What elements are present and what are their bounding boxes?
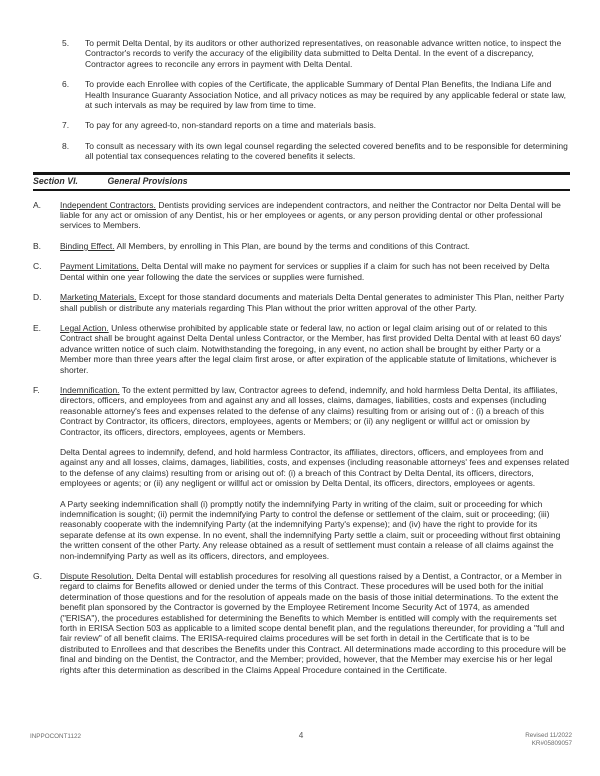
item-heading: Dispute Resolution. (60, 571, 134, 582)
item-number: 7. (62, 120, 70, 131)
section-title: General Provisions (107, 176, 188, 187)
item-heading: Binding Effect. (60, 240, 115, 251)
item-heading: Marketing Materials. (60, 292, 137, 303)
item-text: To permit Delta Dental, by its auditors or other authorized representatives, on reasonable advance written notice, to inspect the Contractor's records to verify the accuracy of the eligibility data submitted to Delta Dental. In the event of a discrepancy, Contractor agrees to reconcile any errors in payment with Delta Dental. (85, 38, 562, 69)
item-heading: Legal Action. (60, 322, 109, 333)
item-paragraph: Delta Dental agrees to indemnify, defend, and hold harmless Contractor, its affiliates, directors, officers, and employees from and against any and all losses, claims, damages, liabilities, costs, and expenses (including reasonable attorneys' fees and expenses related to the defense of any claims) resulting from or arising out of: (i) a breach of this Contract by Delta Dental, its officers, directors, employees or agents; or (ii) any negligent or willful act or omission by Delta Dental, its officers, directors, employees or agents. (60, 446, 570, 489)
revision-note: Revised 11/2022 (525, 732, 572, 739)
item-text: Delta Dental will establish procedures for resolving all questions raised by a Dentist, a Contractor, or a Member in regard to claims for Benefits allowed or denied under the terms of this Contract. These procedures will be used both for the initial determination of those questions and for the resolution of appeals made on the basis of those initial determinations. To the extent the benefit plan sponsored by the Contractor is governed by the Employee Retirement Income Security Act of 1974, as amended ("ERISA"), the procedures established for determining the Benefits to which Member is entitled will comply with the requirements set forth in ERISA Section 503 as applicable to a limited scope dental benefit plan, and the regulations thereunder, for providing a "full and fair review" of all benefit claims. The ERISA-required claims procedures will be set forth in detail in the Certificate that is to be distributed to Enrollees and that describes the Benefits under this Contract. All determinations made according to this procedure will be final and binding on the Dentist, the Contractor, and the Member; provided, however, that the Member may exercise his or her legal rights after this determination as described in the Claims Appeal Procedure contained in the Certificate. (60, 571, 567, 675)
document-code: INPPOCONT1122 (30, 733, 81, 740)
numbered-item-6 (62, 79, 570, 110)
item-letter: C. (33, 261, 42, 272)
numbered-list (62, 38, 570, 162)
page-number: 4 (298, 731, 304, 740)
lettered-item-f (33, 385, 570, 561)
item-body (60, 385, 570, 561)
reference-number: KR#05809057 (531, 739, 572, 747)
item-paragraph (60, 385, 570, 437)
item-text: Dentists providing services are independent contractors, and neither the Contractor nor Delta Dental will be liable for any act or omission of any Dentist, his or her employees or agents, or any person providing dental or other professional services to Members. (60, 199, 561, 231)
item-body (60, 261, 570, 282)
item-number: 5. (62, 38, 70, 48)
lettered-item-b (33, 241, 570, 251)
item-text: To pay for any agreed-to, non-standard reports on a time and materials basis. (85, 120, 377, 131)
numbered-item-8 (62, 141, 570, 162)
item-body (60, 571, 570, 675)
item-number: 6. (62, 79, 70, 90)
item-body (60, 241, 570, 251)
lettered-item-c (33, 261, 570, 282)
section-header (33, 172, 570, 191)
item-letter: E. (33, 322, 42, 333)
item-text: To provide each Enrollee with copies of the Certificate, the applicable Summary of Dental Plan Benefits, the Indiana Life and Health Insurance Guaranty Association Notice, and all privacy notices as may be required by any applicable federal or state law, at such intervals as may be required by law from time to time. (85, 79, 566, 111)
item-text: Delta Dental will make no payment for services or supplies if a claim for such has not been received by Delta Dental within one year following the date the services or supplies were furnished. (60, 261, 550, 282)
numbered-item-5 (62, 38, 570, 69)
item-text: To consult as necessary with its own legal counsel regarding the selected covered benefits and to be responsible for determining all potential tax consequences relating to the covered benefits it selects. (85, 140, 568, 162)
item-text: Unless otherwise prohibited by applicable state or federal law, no action or legal claim arising out of or related to this Contract shall be brought against Delta Dental unless Contractor, or the Member, has first provided Delta Dental with at least 60 days' advance written notice of such claim. Notwithstanding the foregoing, in any event, no action shall be brought by either Party or a Member more than three years after the legal claim first arose, or after expiration of the applicable statute of limitations, whichever is shorter. (60, 322, 562, 375)
item-heading: Independent Contractors. (60, 199, 156, 210)
item-letter: B. (33, 240, 42, 251)
numbered-item-7 (62, 120, 570, 130)
item-text: All Members, by enrolling in This Plan, are bound by the terms and conditions of this Contract. (116, 240, 470, 251)
item-paragraph: A Party seeking indemnification shall (i) promptly notify the indemnifying Party in writing of the claim, suit or proceeding for which indemnification is sought; (ii) permit the indemnifying Party to control the defense or settlement of the claim, suit or proceeding; (iii) reasonably cooperate with the indemnifying Party (at the indemnifying Party's expense); and (iv) have the right to provide for its separate defense at its own expense. In no event, shall the indemnifying Party settle a claim, suit or proceeding without first obtaining the written consent of the other Party. Any release obtained as a result of settlement must contain a release of all claims against the non-indemnifying Party as well as its officers, directors, and employees. (60, 498, 561, 561)
item-letter: F. (33, 384, 40, 395)
item-body (60, 292, 570, 313)
item-letter: G. (33, 571, 42, 582)
lettered-item-g (33, 571, 570, 675)
item-number: 8. (62, 140, 70, 151)
item-text: To the extent permitted by law, Contractor agrees to defend, indemnify, and hold harmless Delta Dental, its affiliates, directors, officers, and employees from and against any and all losses, claims, damages, liabilities, costs and expenses (including reasonable attorney's fees and expenses related to the defense of any claims) resulting from or arising out of : (i) a breach of this Contract by Contractor, its officers, directors, employees, agents or Members; or (ii) any negligent or willful act or omission by Contractor, its officers, directors, employees, agents or Members. (60, 384, 558, 437)
item-body (60, 323, 570, 375)
item-heading: Indemnification. (60, 384, 120, 395)
item-heading: Payment Limitations. (60, 261, 139, 272)
item-letter: A. (33, 199, 42, 210)
lettered-item-e (33, 323, 570, 375)
lettered-item-d (33, 292, 570, 313)
item-letter: D. (33, 292, 42, 303)
lettered-list (33, 200, 570, 675)
lettered-item-a (33, 200, 570, 231)
section-label: Section VI. (33, 176, 78, 187)
item-text: Except for those standard documents and materials Delta Dental generates to administer This Plan, neither Party shall publish or distribute any materials regarding This Plan without the prior written approval of the other Party. (60, 292, 564, 313)
revision-block (525, 732, 572, 747)
item-body (60, 200, 570, 231)
